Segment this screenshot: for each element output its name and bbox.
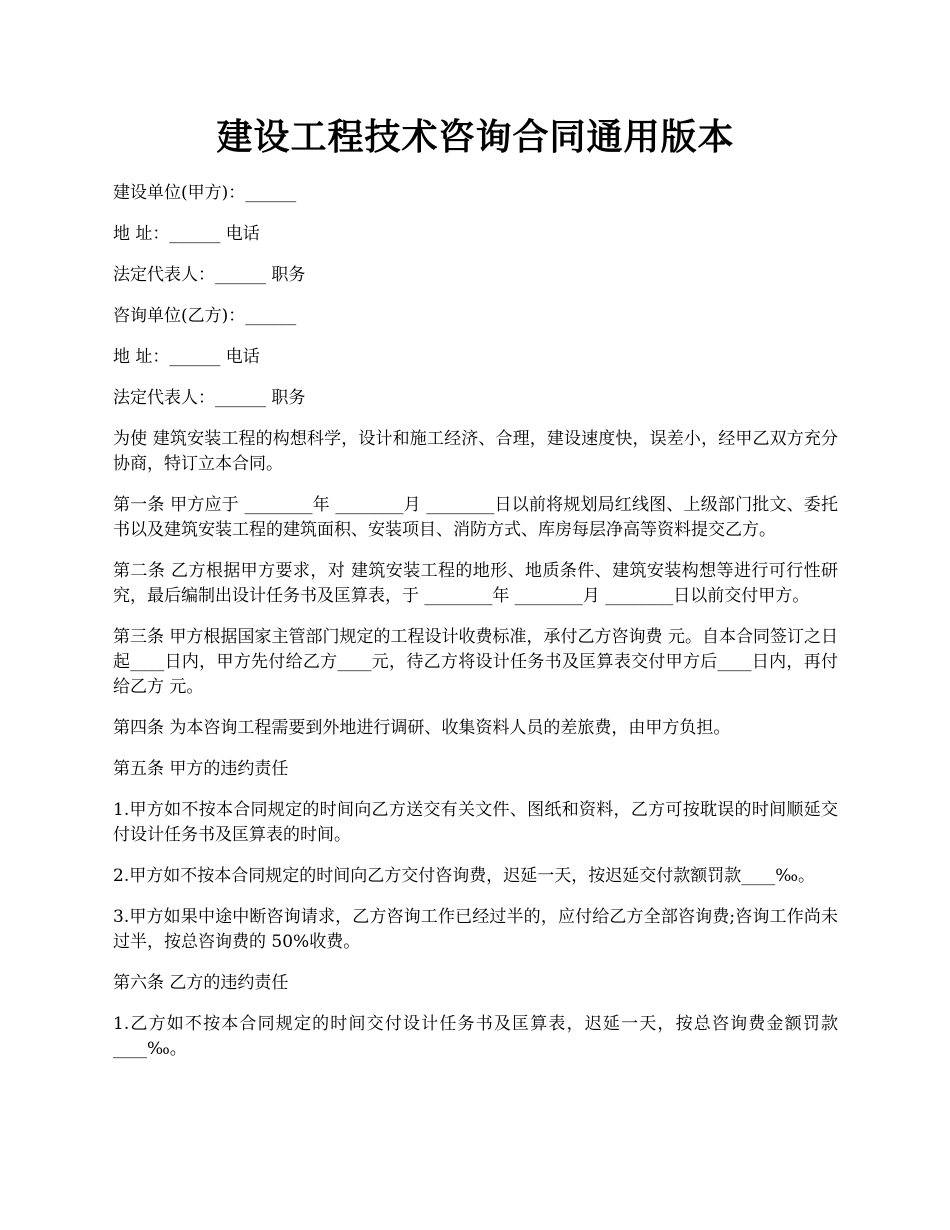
article-5-item-2: 2.甲方如不按本合同规定的时间向乙方交付咨询费，迟延一天，按迟延交付款额罚款____‰。 [113,866,816,886]
document-title: 建设工程技术咨询合同通用版本 [216,116,735,158]
article-5-item-1: 1.甲方如不按本合同规定的时间向乙方送交有关文件、图纸和资料，乙方可按耽误的时间顺延交付设计任务书及匡算表的时间。 [113,800,838,845]
document-body [113,181,838,1062]
party-b-address-line: 地 址：______ 电话 [113,347,260,367]
article-3-paragraph: 第三条 甲方根据国家主管部门规定的工程设计收费标准，承付乙方咨询费 元。自本合同签订之日起____日内，甲方先付给乙方____元，待乙方将设计任务书及匡算表交付甲方后____日内，再付给乙方 元。 [113,627,838,697]
article-2-paragraph: 第二条 乙方根据甲方要求，对 建筑安装工程的地形、地质条件、建筑安装构想等进行可行性研究，最后编制出设计任务书及匡算表，于 ________年 ________月 ________日以前交付甲方。 [113,561,838,606]
article-1-paragraph: 第一条 甲方应于 ________年 ________月 ________日以前将规划局红线图、上级部门批文、委托书以及建筑安装工程的建筑面积、安装项目、消防方式、库房每层净高等资料提交乙方。 [113,495,838,540]
party-a-representative-line: 法定代表人：______ 职务 [113,265,306,285]
party-b-representative-line: 法定代表人：______ 职务 [113,388,306,408]
article-5-item-3: 3.甲方如果中途中断咨询请求，乙方咨询工作已经过半的，应付给乙方全部咨询费;咨询工作尚未过半，按总咨询费的 50%收费。 [113,907,838,952]
article-5-heading: 第五条 甲方的违约责任 [113,759,289,779]
party-a-address-line: 地 址：______ 电话 [113,224,260,244]
party-b-name-line: 咨询单位(乙方)：______ [113,306,297,326]
article-6-heading: 第六条 乙方的违约责任 [113,973,289,993]
article-6-item-1: 1.乙方如不按本合同规定的时间交付设计任务书及匡算表，迟延一天，按总咨询费金额罚款____‰。 [113,1014,838,1059]
party-a-name-line: 建设单位(甲方)：______ [113,183,297,203]
preamble-paragraph: 为使 建筑安装工程的构想科学，设计和施工经济、合理，建设速度快，误差小，经甲乙双方充分协商，特订立本合同。 [113,429,838,474]
article-4-paragraph: 第四条 为本咨询工程需要到外地进行调研、收集资料人员的差旅费，由甲方负担。 [113,718,731,738]
